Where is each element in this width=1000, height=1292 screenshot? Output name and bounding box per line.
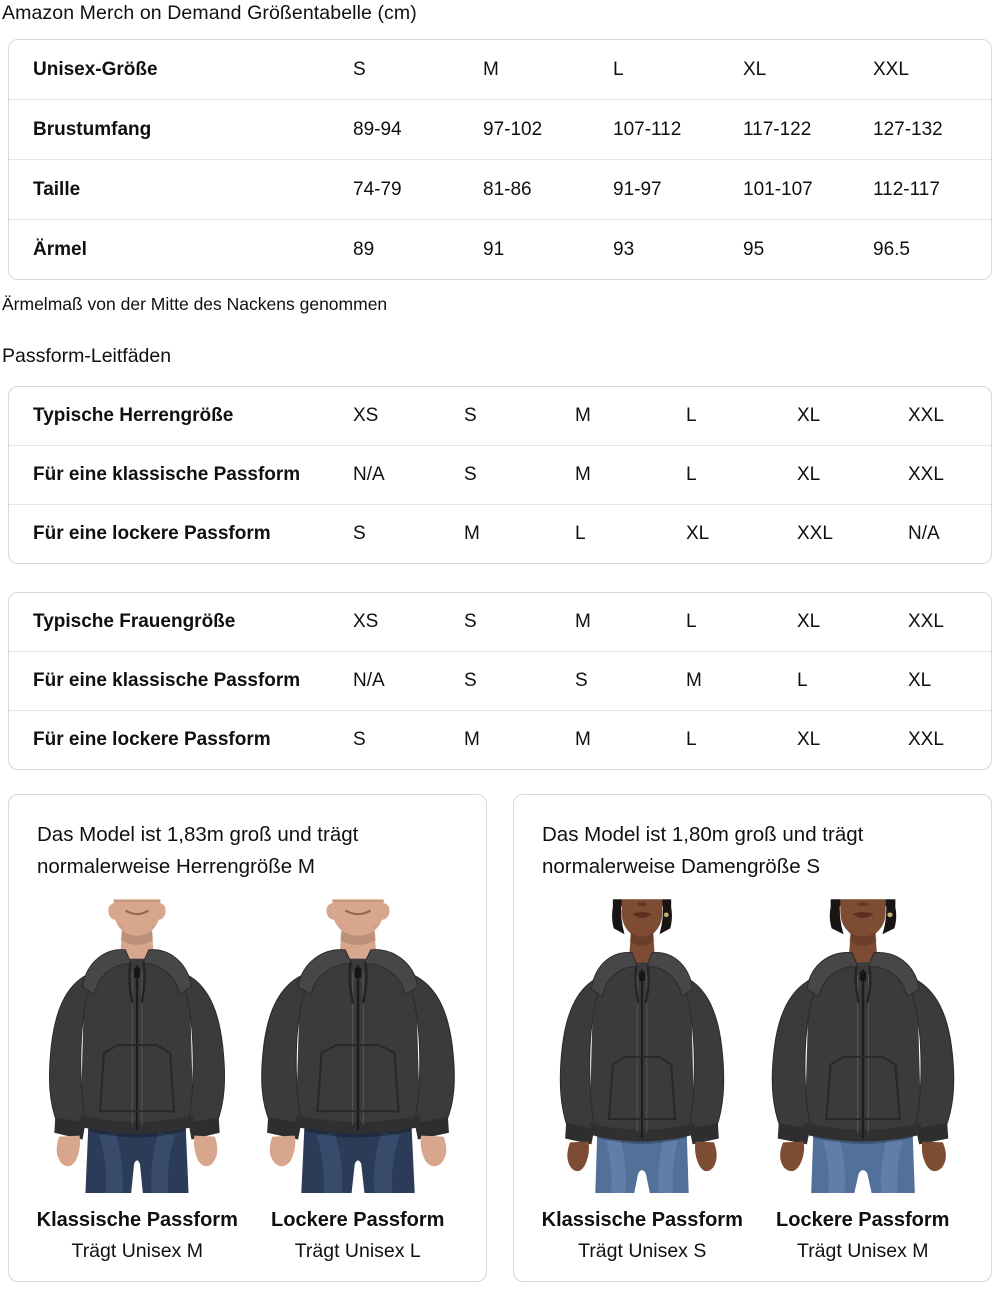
size-cell: 107-112 — [613, 118, 682, 140]
row-label: Unisex-Größe — [33, 58, 158, 80]
size-cell: L — [575, 523, 586, 544]
size-cell: M — [575, 464, 591, 485]
table-row — [9, 710, 991, 769]
caption-loose-fit — [248, 1205, 469, 1267]
model-card-header: Das Model ist 1,83m groß und trägt normalerweise Herrengröße M — [37, 823, 359, 878]
size-cell: L — [686, 611, 697, 632]
table-row — [9, 219, 991, 279]
row-label: Typische Herrengröße — [33, 405, 234, 426]
caption-classic-fit — [27, 1205, 248, 1267]
size-cell: N/A — [353, 670, 385, 691]
size-cell: S — [353, 729, 366, 750]
size-cell: M — [686, 670, 702, 691]
table-row — [9, 445, 991, 504]
caption-classic-fit — [532, 1205, 753, 1267]
size-cell: N/A — [353, 464, 385, 485]
fit-label: Lockere Passform — [776, 1209, 950, 1231]
model-photo-woman-classic — [532, 891, 753, 1193]
row-label: Für eine lockere Passform — [33, 729, 271, 750]
size-cell: S — [353, 58, 366, 80]
worn-size-label: Trägt Unisex S — [578, 1240, 707, 1262]
table-row — [9, 99, 991, 159]
size-cell: 89-94 — [353, 118, 402, 140]
size-cell: M — [575, 611, 591, 632]
size-cell: XXL — [873, 58, 909, 80]
size-cell: M — [464, 523, 480, 544]
size-cell: S — [353, 523, 366, 544]
mens-fit-table — [8, 386, 992, 564]
size-cell: XL — [908, 670, 932, 691]
fit-label: Klassische Passform — [541, 1209, 743, 1231]
size-cell: L — [686, 464, 697, 485]
table-row — [9, 593, 991, 651]
size-cell: L — [686, 729, 697, 750]
row-label: Für eine lockere Passform — [33, 523, 271, 544]
row-label: Typische Frauengröße — [33, 611, 236, 632]
size-cell: S — [464, 611, 477, 632]
size-cell: L — [686, 405, 697, 426]
size-cell: 96.5 — [873, 238, 910, 260]
woman-loose-fit-illustration — [756, 891, 970, 1193]
size-cell: 93 — [613, 238, 635, 260]
table-row — [9, 159, 991, 219]
unisex-size-table — [8, 39, 992, 280]
size-cell: XL — [797, 729, 821, 750]
size-cell: 97-102 — [483, 118, 543, 140]
woman-classic-fit-illustration — [535, 891, 749, 1193]
worn-size-label: Trägt Unisex L — [294, 1240, 421, 1262]
model-card-header: Das Model ist 1,80m groß und trägt normalerweise Damengröße S — [542, 823, 864, 878]
man-classic-fit-illustration — [30, 891, 244, 1193]
page-title: Amazon Merch on Demand Größentabelle (cm) — [2, 2, 417, 24]
size-cell: M — [575, 729, 591, 750]
size-cell: XS — [353, 405, 379, 426]
table-row — [9, 387, 991, 445]
size-cell: XS — [353, 611, 379, 632]
sleeve-measure-note: Ärmelmaß von der Mitte des Nackens genommen — [2, 294, 388, 314]
row-label: Für eine klassische Passform — [33, 464, 301, 485]
size-cell: 112-117 — [873, 178, 940, 200]
mens-model-card — [8, 794, 487, 1282]
size-cell: M — [483, 58, 499, 80]
size-cell: XXL — [908, 405, 944, 426]
model-photo-man-loose — [248, 891, 469, 1193]
size-cell: 81-86 — [483, 178, 532, 200]
caption-loose-fit — [753, 1205, 974, 1267]
womens-fit-table — [8, 592, 992, 770]
size-cell: XXL — [908, 464, 944, 485]
model-photo-woman-loose — [753, 891, 974, 1193]
size-cell: 89 — [353, 238, 375, 260]
size-cell: 91 — [483, 238, 505, 260]
table-row — [9, 651, 991, 710]
table-row — [9, 40, 991, 99]
size-cell: M — [575, 405, 591, 426]
row-label: Ärmel — [33, 238, 87, 260]
fit-guides-heading: Passform-Leitfäden — [2, 345, 172, 367]
row-label: Taille — [33, 178, 81, 200]
row-label: Für eine klassische Passform — [33, 670, 301, 691]
row-label: Brustumfang — [33, 118, 152, 140]
fit-label: Klassische Passform — [36, 1209, 238, 1231]
size-cell: 127-132 — [873, 118, 943, 140]
size-cell: L — [613, 58, 624, 80]
size-cell: S — [464, 464, 477, 485]
size-cell: L — [797, 670, 808, 691]
size-cell: 95 — [743, 238, 765, 260]
size-cell: XXL — [797, 523, 833, 544]
size-cell: XL — [686, 523, 710, 544]
man-loose-fit-illustration — [251, 891, 465, 1193]
size-cell: 74-79 — [353, 178, 402, 200]
size-cell: XL — [743, 58, 767, 80]
size-cell: S — [464, 670, 477, 691]
table-row — [9, 504, 991, 563]
size-cell: 117-122 — [743, 118, 812, 140]
fit-label: Lockere Passform — [271, 1209, 445, 1231]
size-cell: XL — [797, 464, 821, 485]
size-cell: S — [575, 670, 588, 691]
size-cell: M — [464, 729, 480, 750]
worn-size-label: Trägt Unisex M — [71, 1240, 203, 1262]
size-cell: 101-107 — [743, 178, 813, 200]
size-cell: XXL — [908, 729, 944, 750]
size-cell: XXL — [908, 611, 944, 632]
size-cell: XL — [797, 405, 821, 426]
size-cell: XL — [797, 611, 821, 632]
size-cell: S — [464, 405, 477, 426]
size-cell: N/A — [908, 523, 940, 544]
size-cell: 91-97 — [613, 178, 662, 200]
worn-size-label: Trägt Unisex M — [797, 1240, 929, 1262]
model-photo-man-classic — [27, 891, 248, 1193]
womens-model-card — [513, 794, 992, 1282]
